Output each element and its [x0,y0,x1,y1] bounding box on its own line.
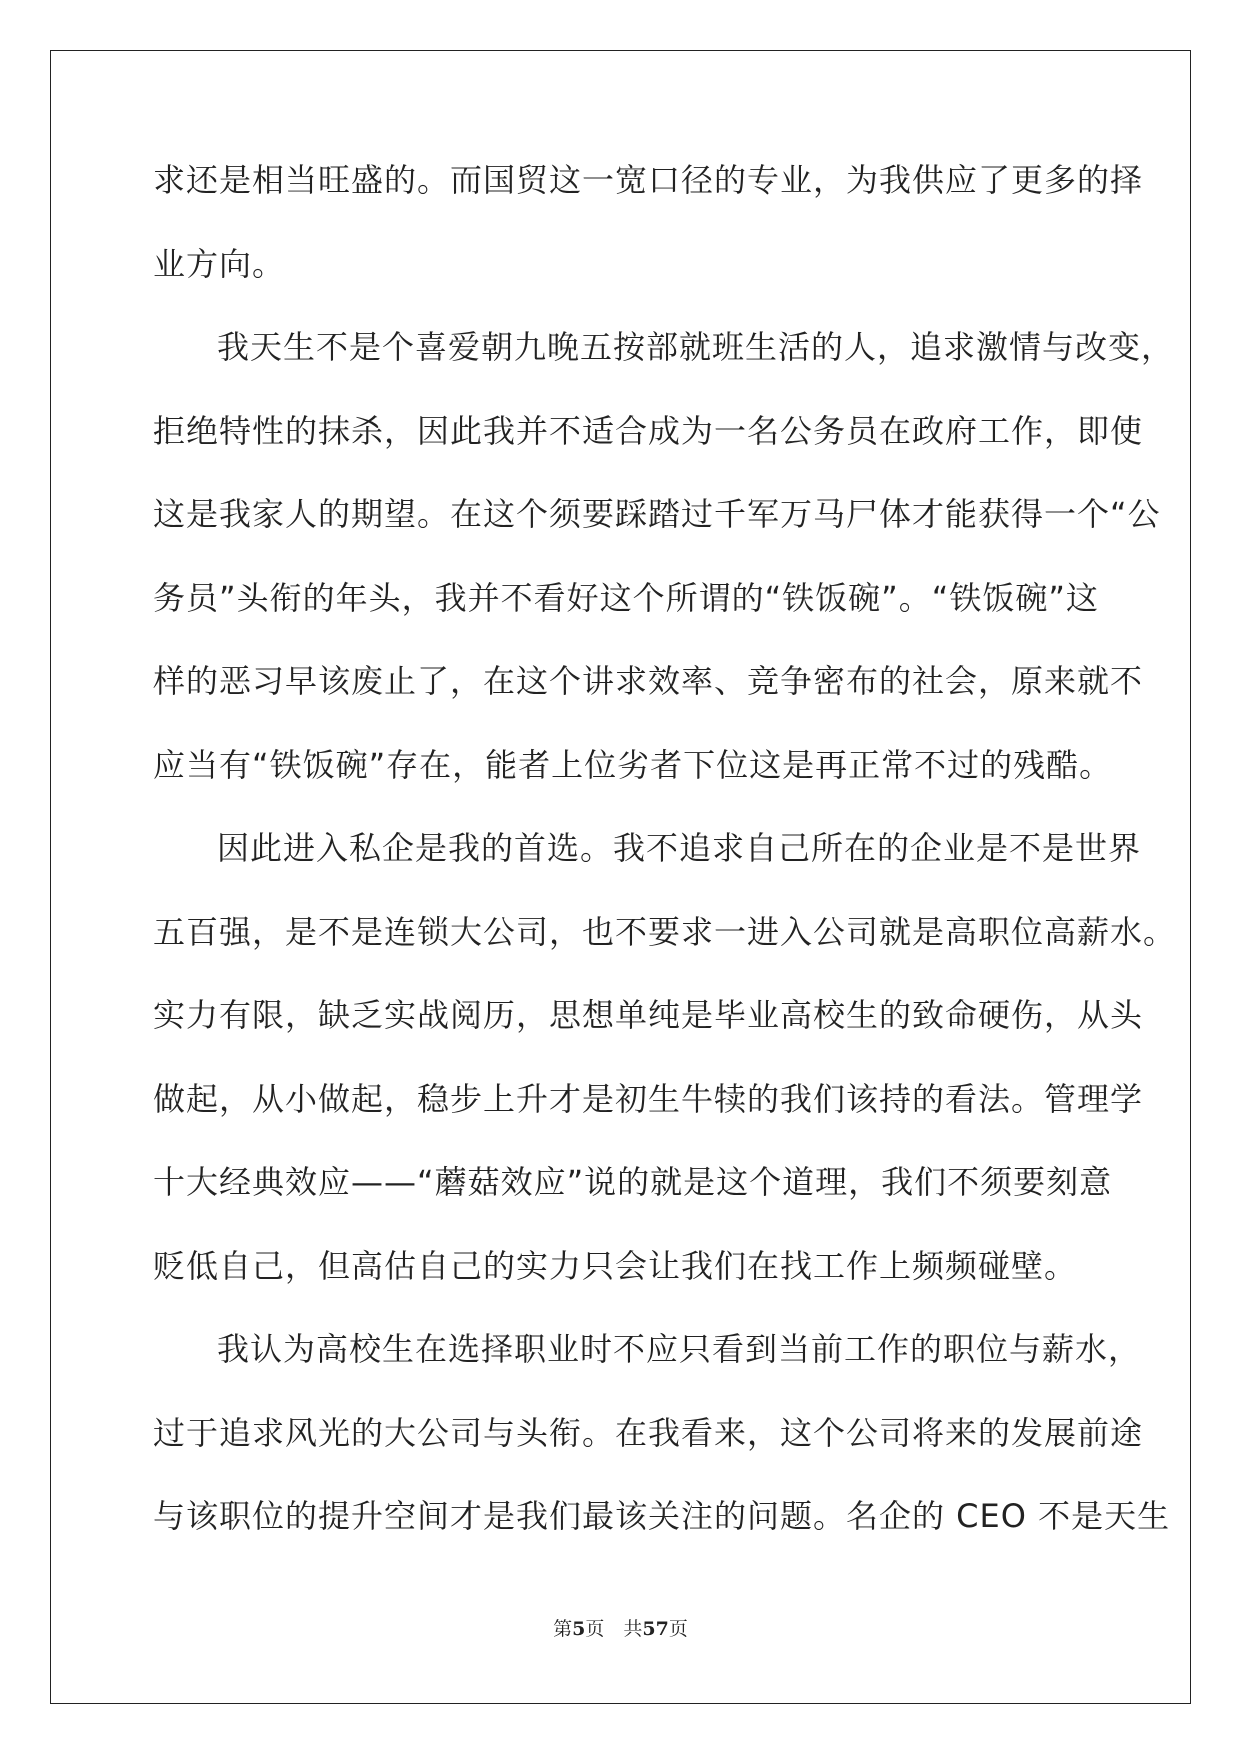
footer-suffix: 页 [668,1618,688,1640]
text-line: 做起，从小做起，稳步上升才是初生牛犊的我们该持的看法。管理学 [153,1079,1144,1118]
text-line: 因此进入私企是我的首选。我不追求自己所在的企业是不是世界 [217,829,1142,867]
text-line: 贬低自己，但高估自己的实力只会让我们在找工作上频频碰壁。 [153,1246,1078,1285]
text-line: 这是我家人的期望。在这个须要踩踏过千军万马尸体才能获得一个“公 [153,495,1161,533]
footer-prefix: 第 [553,1618,573,1640]
text-line: 我认为高校生在选择职业时不应只看到当前工作的职位与薪水， [217,1330,1142,1368]
text-line: 拒绝特性的抹杀，因此我并不适合成为一名公务员在政府工作，即使 [153,411,1144,450]
text-line: 实力有限，缺乏实战阅历，思想单纯是毕业高校生的致命硬伤，从头 [153,996,1144,1034]
text-line: 过于追求风光的大公司与头衔。在我看来，这个公司将来的发展前途 [153,1413,1144,1452]
document-body [153,160,1177,1580]
text-line: 十大经典效应——“蘑菇效应”说的就是这个道理，我们不须要刻意 [153,1163,1113,1201]
footer-total-pages: 57 [642,1618,669,1640]
text-line: 与该职位的提升空间才是我们最该关注的问题。名企的 CEO 不是天生 [153,1497,1171,1535]
text-line: 样的恶习早该废止了，在这个讲求效率、竞争密布的社会，原来就不 [153,662,1144,700]
text-line: 我天生不是个喜爱朝九晚五按部就班生活的人，追求激情与改变， [217,328,1175,366]
text-line: 业方向。 [153,244,286,283]
page-footer [0,1614,1241,1641]
footer-middle: 页 共 [585,1618,643,1640]
text-line: 求还是相当旺盛的。而国贸这一宽口径的专业，为我供应了更多的择 [153,161,1144,199]
text-line: 应当有“铁饭碗”存在，能者上位劣者下位这是再正常不过的残酷。 [153,745,1113,784]
footer-page-number: 5 [572,1618,586,1640]
text-line: 务员”头衔的年头，我并不看好这个所谓的“铁饭碗”。“铁饭碗”这 [153,578,1099,617]
text-line: 五百强，是不是连锁大公司，也不要求一进入公司就是高职位高薪水。 [153,912,1177,951]
